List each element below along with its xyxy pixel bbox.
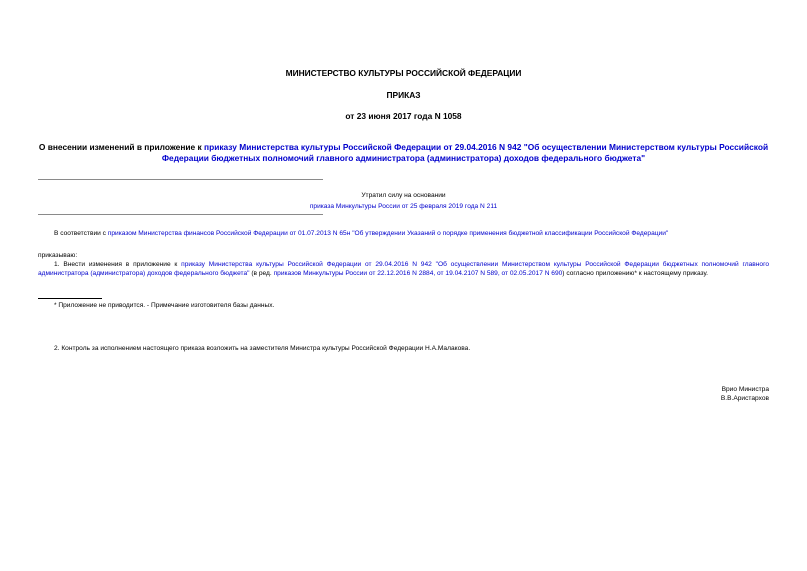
paragraph-order-word: приказываю:	[38, 252, 78, 259]
ministry-name: МИНИСТЕРСТВО КУЛЬТУРЫ РОССИЙСКОЙ ФЕДЕРАЦИИ	[285, 68, 522, 78]
heading-link-order-942[interactable]: приказу Министерства культуры Российской Федерации от 29.04.2016 N 942 "Об осуществлении Министерством культуры Российской Федерации бюджетных полномочий главного администратора (администратора) доходов федерального бюджета"	[161, 142, 769, 163]
order-title: ПРИКАЗ	[386, 90, 421, 100]
footnote: * Приложение не приводится. - Примечание изготовителя базы данных.	[54, 302, 275, 309]
divider-top	[38, 179, 323, 180]
item-1-link-order-942[interactable]: приказу Министерства культуры Российской Федерации от 29.04.2016 N 942 "Об осуществлении Министерством культуры Российской Федерации бюджетных полномочий главного администратора (администратора) доходов федерального бюджета"	[38, 261, 770, 278]
order-date: от 23 июня 2017 года N 1058	[345, 111, 462, 121]
paragraph-item-2: 2. Контроль за исполнением настоящего приказа возложить на заместителя Министра культуры Российской Федерации Н.А.Малакова.	[54, 345, 471, 352]
item-1-link-amendments[interactable]: приказов Минкультуры России от 22.12.2016 N 2884, от 19.04.2107 N 589, от 02.05.2017 N 690	[273, 270, 563, 278]
basis-prefix: В соответствии с	[54, 230, 108, 237]
item-1-suffix: ) согласно приложению* к настоящему приказу.	[562, 270, 708, 278]
void-notice	[0, 190, 807, 212]
footnote-divider	[38, 298, 102, 299]
signature-block	[721, 385, 769, 403]
basis-link-order-65n[interactable]: приказом Министерства финансов Российской Федерации от 01.07.2013 N 65н "Об утверждении Указаний о порядке применения бюджетной классификации Российской Федерации"	[107, 230, 669, 237]
signature-position: Врио Министра	[721, 386, 769, 393]
order-heading	[38, 142, 769, 164]
paragraph-item-1	[38, 260, 769, 278]
heading-prefix: О внесении изменений в приложение к	[38, 142, 205, 152]
item-1-mid: (в ред.	[249, 270, 274, 278]
signature-name: В.В.Аристархов	[720, 395, 769, 403]
void-notice-link[interactable]: приказа Минкультуры России от 25 февраля 2019 года N 211	[309, 203, 498, 210]
divider-bottom	[38, 214, 323, 215]
void-notice-text: Утратил силу на основании	[361, 192, 446, 199]
paragraph-basis	[38, 229, 769, 238]
item-1-prefix: 1. Внести изменения в приложение к	[54, 261, 182, 268]
